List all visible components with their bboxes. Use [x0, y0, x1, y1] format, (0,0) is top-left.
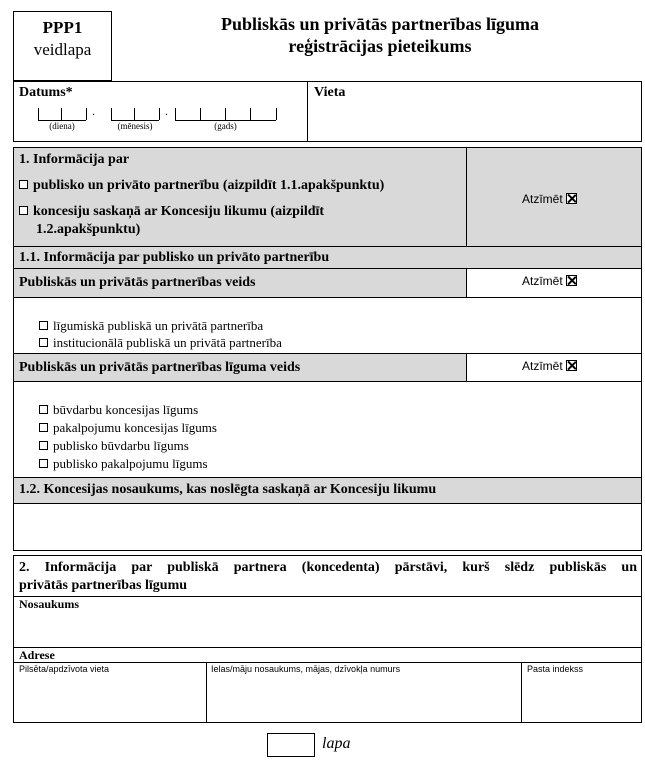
section1-2-title: 1.2. Koncesijas nosaukums, kas noslēgta saskaņā ar Koncesiju likumu — [19, 482, 437, 497]
city-label: Pilsēta/apdzīvota vieta — [19, 664, 110, 674]
section1-mark: Atzīmēt — [522, 192, 577, 206]
checkbox-icon[interactable] — [39, 338, 48, 347]
place-label[interactable]: Vieta — [314, 85, 346, 100]
checkbox-icon[interactable] — [39, 321, 48, 330]
page-label: lapa — [322, 735, 351, 752]
checkbox-icon[interactable] — [39, 441, 48, 450]
checkbox-icon[interactable] — [19, 206, 28, 215]
street-label: Ielas/māju nosaukums, mājas, dzīvokļa numurs — [211, 664, 401, 674]
checkbox-icon[interactable] — [39, 459, 48, 468]
section1-1-title: 1.1. Informācija par publisko un privāto partnerību — [19, 250, 330, 265]
city-field[interactable] — [14, 676, 205, 721]
section2-title-line2: privātās partnerības līgumu — [19, 578, 188, 593]
day-caption: (diena) — [49, 121, 75, 131]
contract-type-option[interactable]: būvdarbu koncesijas līgums — [39, 402, 198, 418]
x-checkbox-icon — [566, 275, 577, 286]
section1-option-concession[interactable]: koncesiju saskaņā ar Koncesiju likumu (aizpildīt — [19, 204, 459, 220]
month-caption: (mēnesis) — [117, 121, 153, 131]
form-code: PPP1 — [42, 18, 83, 37]
checkbox-icon[interactable] — [39, 405, 48, 414]
contract-type-option[interactable]: pakalpojumu koncesijas līgums — [39, 420, 217, 436]
ppp-type-option[interactable]: institucionālā publiskā un privātā partnerība — [39, 335, 282, 351]
form-title-line1: Publiskās un privātās partnerības līguma — [220, 14, 540, 34]
contract-type-mark: Atzīmēt — [522, 359, 577, 373]
address-label: Adrese — [19, 648, 55, 662]
section1-option-concession-line2: 1.2.apakšpunktu) — [36, 222, 141, 237]
date-label: Datums* — [19, 85, 73, 100]
section1-option-ppp[interactable]: publisko un privāto partnerību (aizpildīt 1.1.apakšpunktu) — [19, 178, 384, 194]
page-number-field[interactable] — [267, 733, 315, 757]
name-label: Nosaukums — [19, 597, 80, 611]
concession-name-field[interactable] — [14, 504, 641, 550]
form-title-line2: reģistrācijas pieteikums — [288, 36, 472, 56]
section2-title-line1: 2. Informācija par publiskā partnera (koncedenta) pārstāvi, kurš slēdz publiskās un — [19, 560, 637, 575]
contract-type-heading: Publiskās un privātās partnerības līguma veids — [19, 360, 301, 375]
checkbox-icon[interactable] — [39, 423, 48, 432]
name-field[interactable] — [14, 612, 641, 646]
year-caption: (gads) — [214, 121, 237, 131]
x-checkbox-icon — [566, 193, 577, 204]
postal-label: Pasta indekss — [527, 664, 584, 674]
postal-field[interactable] — [522, 676, 641, 721]
contract-type-option[interactable]: publisko būvdarbu līgums — [39, 438, 189, 454]
section1-title: 1. Informācija par — [19, 152, 130, 167]
ppp-type-heading: Publiskās un privātās partnerības veids — [19, 275, 256, 290]
street-field[interactable] — [207, 676, 520, 721]
contract-type-option[interactable]: publisko pakalpojumu līgums — [39, 456, 208, 472]
checkbox-icon[interactable] — [19, 180, 28, 189]
form-subcode: veidlapa — [33, 40, 92, 59]
ppp-type-mark: Atzīmēt — [522, 274, 577, 288]
ppp-type-option[interactable]: līgumiskā publiskā un privātā partnerība — [39, 318, 263, 334]
x-checkbox-icon — [566, 360, 577, 371]
